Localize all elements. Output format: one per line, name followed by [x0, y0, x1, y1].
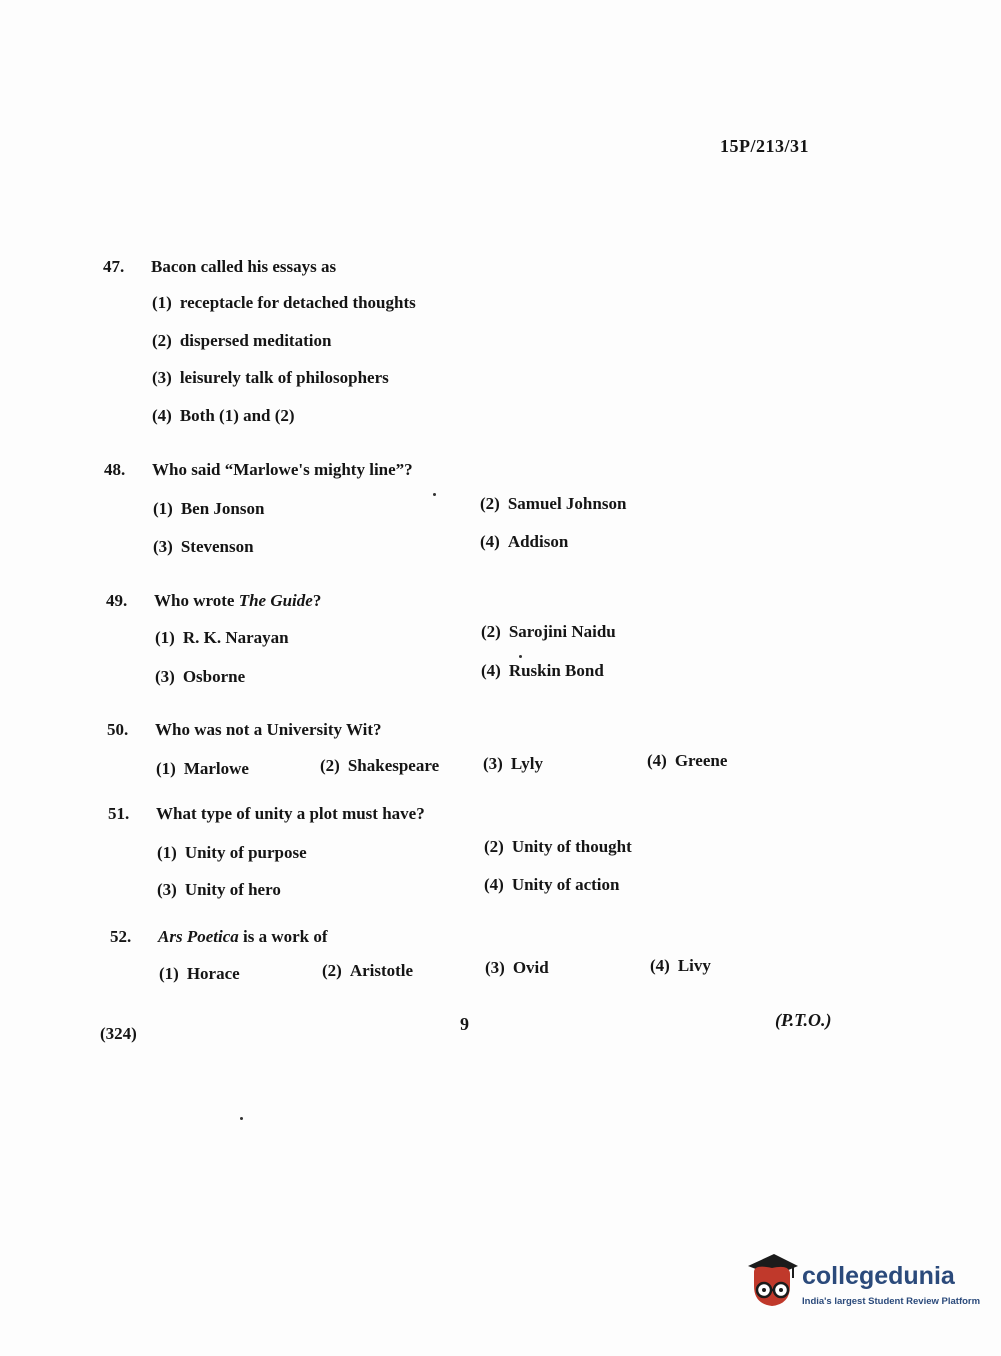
option: (2) Samuel Johnson [480, 494, 627, 513]
graduate-face-icon [744, 1250, 800, 1310]
option: (3) Osborne [155, 667, 246, 686]
paper-code: 15P/213/31 [720, 136, 809, 156]
page-number: 9 [460, 1014, 469, 1034]
option: (2) Shakespeare [320, 756, 440, 775]
question-number: 48. [104, 460, 126, 479]
option: (1) Horace [159, 964, 240, 983]
option: (1) R. K. Narayan [155, 628, 289, 647]
option: (4) Unity of action [484, 875, 620, 894]
option: (3) Stevenson [153, 537, 254, 556]
question-number: 51. [108, 804, 130, 823]
scan-speck [519, 655, 522, 658]
scan-speck [433, 493, 436, 496]
question-number: 47. [103, 257, 125, 276]
option: (4) Both (1) and (2) [152, 406, 295, 425]
brand-name: collegedunia [802, 1262, 955, 1290]
book-title: The Guide [238, 591, 313, 610]
please-turn-over: (P.T.O.) [775, 1010, 832, 1030]
brand-tagline: India's largest Student Review Platform [802, 1296, 981, 1307]
option: (4) Livy [650, 956, 711, 975]
option: (4) Ruskin Bond [481, 661, 604, 680]
question-number: 50. [107, 720, 129, 739]
option: (4) Greene [647, 751, 728, 770]
option: (2) Unity of thought [484, 837, 632, 856]
option: (1) receptacle for detached thoughts [152, 293, 416, 312]
question-text: Who said “Marlowe's mighty line”? [152, 460, 413, 479]
option: (1) Marlowe [156, 759, 249, 778]
work-title: Ars Poetica [158, 927, 239, 946]
question-text: Who wrote The Guide? [154, 591, 322, 610]
footer-code: (324) [100, 1024, 137, 1043]
question-text: Who was not a University Wit? [155, 720, 382, 739]
option: (3) Unity of hero [157, 880, 281, 899]
option: (2) dispersed meditation [152, 331, 332, 350]
option: (3) Lyly [483, 754, 543, 773]
question-text: Bacon called his essays as [151, 257, 337, 276]
option: (2) Aristotle [322, 961, 414, 980]
option: (2) Sarojini Naidu [481, 622, 616, 641]
option: (3) Ovid [485, 958, 549, 977]
question-text: What type of unity a plot must have? [156, 804, 425, 823]
option: (1) Unity of purpose [157, 843, 307, 862]
scan-speck [240, 1117, 243, 1120]
question-number: 49. [106, 591, 128, 610]
option: (1) Ben Jonson [153, 499, 265, 518]
question-number: 52. [110, 927, 132, 946]
question-text: Ars Poetica is a work of [158, 927, 328, 946]
collegedunia-logo [744, 1250, 981, 1320]
option: (3) leisurely talk of philosophers [152, 368, 389, 387]
option: (4) Addison [480, 532, 569, 551]
